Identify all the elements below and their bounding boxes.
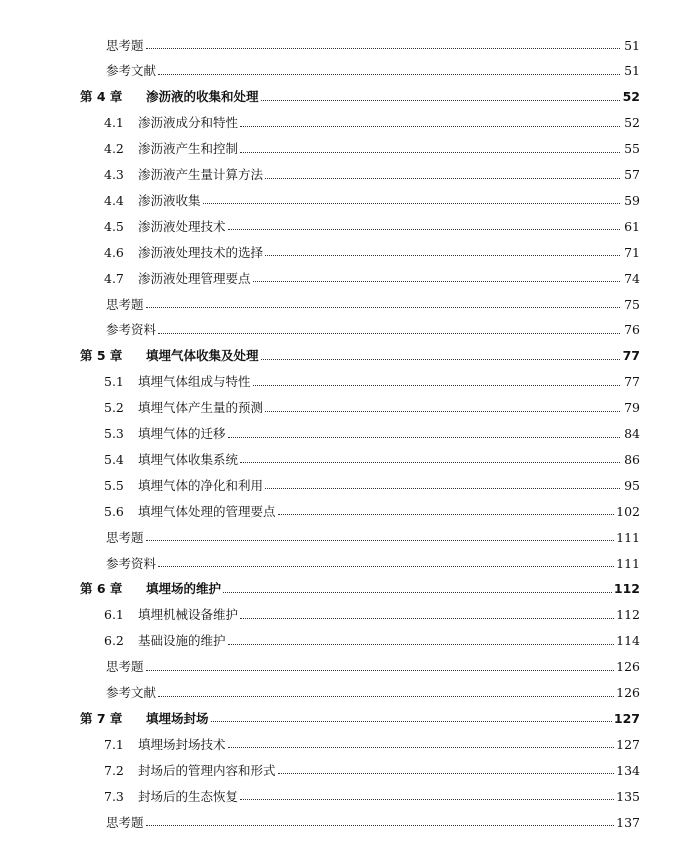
toc-section-entry[interactable] — [104, 755, 640, 777]
toc-entry-title: 填埋气体的迁移 — [138, 426, 226, 441]
toc-sub-entry[interactable] — [106, 678, 640, 700]
dot-leader — [203, 202, 620, 204]
toc-page-number: 75 — [624, 296, 640, 312]
toc-page-number: 95 — [624, 477, 640, 493]
dot-leader — [253, 384, 620, 386]
toc-section-entry[interactable] — [104, 496, 640, 518]
toc-entry-title: 渗沥液的收集和处理 — [146, 89, 259, 105]
toc-page-number: 52 — [624, 115, 640, 131]
toc-page-number: 86 — [624, 451, 640, 467]
toc-sub-entry[interactable] — [106, 807, 640, 829]
dot-leader — [278, 772, 615, 774]
toc-sub-entry[interactable] — [106, 30, 640, 52]
toc-entry-number: 7.1 — [104, 736, 124, 752]
dot-leader — [158, 565, 614, 567]
toc-entry-number: 4.3 — [104, 167, 124, 182]
toc-entry-title: 填埋场封场技术 — [138, 736, 226, 752]
toc-entry-title: 填埋气体组成与特性 — [138, 374, 251, 390]
toc-entry-number: 第 6 章 — [80, 581, 123, 597]
toc-entry-number: 5.1 — [104, 374, 124, 390]
toc-page-number: 102 — [616, 503, 640, 519]
toc-page-number: 111 — [616, 555, 640, 571]
dot-leader — [146, 669, 615, 671]
toc-page-number: 55 — [624, 141, 640, 157]
toc-entry-title: 思考题 — [106, 659, 144, 675]
dot-leader — [240, 461, 620, 463]
dot-leader — [158, 332, 620, 334]
dot-leader — [146, 47, 620, 49]
toc-entry-number: 第 7 章 — [80, 710, 123, 726]
dot-leader — [253, 280, 620, 282]
toc-section-entry[interactable] — [104, 134, 640, 156]
toc-page-number: 79 — [624, 400, 640, 416]
dot-leader — [228, 436, 620, 438]
toc-entry-number: 5.4 — [104, 451, 124, 467]
toc-entry-title: 填埋气体的净化和利用 — [138, 477, 264, 493]
toc-page-number: 57 — [624, 167, 640, 182]
toc-page-number: 59 — [624, 192, 640, 208]
toc-entry-title: 思考题 — [106, 296, 144, 312]
toc-sub-entry[interactable] — [106, 522, 640, 544]
toc-page-number: 52 — [622, 89, 640, 105]
dot-leader — [265, 254, 620, 256]
toc-page-number: 126 — [616, 685, 640, 700]
toc-page-number: 71 — [624, 244, 640, 260]
toc-entry-title: 参考文献 — [106, 685, 157, 700]
toc-page-number: 84 — [624, 426, 640, 441]
dot-leader — [146, 539, 615, 541]
toc-section-entry[interactable] — [104, 444, 640, 466]
toc-section-entry[interactable] — [104, 470, 640, 492]
toc-entry-number: 5.3 — [104, 426, 124, 441]
dot-leader — [228, 746, 615, 748]
toc-entry-title: 填埋场的维护 — [146, 581, 222, 597]
toc-entry-title: 填埋气体收集及处理 — [146, 348, 259, 364]
toc-entry-number: 4.4 — [104, 192, 124, 208]
dot-leader — [158, 73, 620, 75]
toc-entry-title: 参考资料 — [106, 555, 157, 571]
toc-section-entry[interactable] — [104, 626, 640, 648]
toc-sub-entry[interactable] — [106, 548, 640, 570]
toc-entry-title: 渗沥液处理管理要点 — [138, 270, 251, 286]
toc-page-number: 112 — [616, 607, 640, 623]
toc-entry-title: 渗沥液产生量计算方法 — [138, 167, 264, 182]
toc-section-entry[interactable] — [104, 781, 640, 803]
dot-leader — [211, 720, 612, 722]
toc-entry-number: 7.2 — [104, 762, 124, 778]
toc-entry-number: 第 4 章 — [80, 89, 123, 105]
toc-sub-entry[interactable] — [106, 289, 640, 311]
toc-section-entry[interactable] — [104, 237, 640, 259]
dot-leader — [240, 617, 614, 619]
dot-leader — [240, 798, 614, 800]
toc-page-number: 77 — [624, 374, 640, 390]
toc-chapter-entry[interactable] — [80, 574, 640, 596]
toc-entry-number: 7.3 — [104, 788, 124, 804]
toc-chapter-entry[interactable] — [80, 341, 640, 363]
toc-section-entry[interactable] — [104, 367, 640, 389]
toc-section-entry[interactable] — [104, 600, 640, 622]
toc-page-number: 126 — [616, 659, 640, 675]
toc-entry-title: 思考题 — [106, 37, 144, 53]
toc-page-number: 61 — [624, 218, 640, 234]
toc-entry-title: 填埋气体处理的管理要点 — [138, 503, 276, 519]
toc-section-entry[interactable] — [104, 393, 640, 415]
toc-entry-number: 第 5 章 — [80, 348, 123, 364]
toc-entry-title: 参考文献 — [106, 63, 157, 79]
toc-section-entry[interactable] — [104, 263, 640, 285]
toc-sub-entry[interactable] — [106, 56, 640, 78]
toc-entry-title: 封场后的管理内容和形式 — [138, 762, 276, 778]
dot-leader — [146, 306, 620, 308]
toc-page-number: 114 — [616, 633, 640, 649]
toc-entry-number: 5.2 — [104, 400, 124, 416]
dot-leader — [278, 513, 615, 515]
dot-leader — [223, 591, 612, 593]
toc-entry-title: 参考资料 — [106, 322, 157, 338]
toc-page-number: 76 — [624, 322, 640, 338]
dot-leader — [261, 99, 620, 101]
toc-entry-number: 4.7 — [104, 270, 124, 286]
toc-entry-title: 基础设施的维护 — [138, 633, 226, 649]
dot-leader — [240, 125, 620, 127]
toc-entry-number: 4.2 — [104, 141, 124, 157]
toc-entry-title: 渗沥液收集 — [138, 192, 201, 208]
dot-leader — [228, 228, 620, 230]
toc-section-entry[interactable] — [104, 729, 640, 751]
toc-entry-title: 思考题 — [106, 529, 144, 545]
dot-leader — [265, 487, 620, 489]
dot-leader — [261, 358, 620, 360]
toc-section-entry[interactable] — [104, 185, 640, 207]
toc-page-number: 51 — [624, 63, 640, 79]
toc-page-number: 134 — [616, 762, 640, 778]
toc-page-number: 112 — [613, 581, 640, 597]
toc-page-number: 51 — [624, 37, 640, 53]
toc-entry-title: 填埋气体产生量的预测 — [138, 400, 264, 416]
toc-entry-number: 6.2 — [104, 633, 124, 649]
toc-sub-entry[interactable] — [106, 652, 640, 674]
toc-section-entry[interactable] — [104, 160, 640, 182]
toc-entry-title: 填埋场封场 — [146, 710, 209, 726]
toc-entry-title: 渗沥液成分和特性 — [138, 115, 239, 131]
dot-leader — [146, 824, 615, 826]
toc-entry-title: 渗沥液产生和控制 — [138, 141, 239, 157]
toc-section-entry[interactable] — [104, 108, 640, 130]
toc-entry-title: 填埋机械设备维护 — [138, 607, 239, 623]
toc-page-number: 127 — [616, 736, 640, 752]
toc-page-number: 77 — [622, 348, 640, 364]
toc-entry-number: 4.6 — [104, 244, 124, 260]
toc-entry-title: 渗沥液处理技术的选择 — [138, 244, 264, 260]
toc-page-number: 127 — [613, 710, 640, 726]
dot-leader — [265, 177, 620, 179]
toc-entry-number: 4.5 — [104, 218, 124, 234]
toc-section-entry[interactable] — [104, 211, 640, 233]
toc-entry-title: 填埋气体收集系统 — [138, 451, 239, 467]
toc-entry-title: 渗沥液处理技术 — [138, 218, 226, 234]
toc-entry-title: 封场后的生态恢复 — [138, 788, 239, 804]
toc-page-number: 111 — [616, 529, 640, 545]
toc-page-number: 137 — [616, 814, 640, 830]
dot-leader — [240, 151, 620, 153]
toc-entry-title: 思考题 — [106, 814, 144, 830]
dot-leader — [158, 695, 614, 697]
toc-page-number: 74 — [624, 270, 640, 286]
dot-leader — [228, 643, 615, 645]
toc-chapter-entry[interactable] — [80, 703, 640, 725]
toc-entry-number: 4.1 — [104, 115, 124, 131]
toc-entry-number: 6.1 — [104, 607, 124, 623]
toc-sub-entry[interactable] — [106, 315, 640, 337]
toc-chapter-entry[interactable] — [80, 82, 640, 104]
toc-entry-number: 5.6 — [104, 503, 124, 519]
toc-section-entry[interactable] — [104, 419, 640, 441]
toc-page-number: 135 — [616, 788, 640, 804]
dot-leader — [265, 410, 620, 412]
toc-entry-number: 5.5 — [104, 477, 124, 493]
